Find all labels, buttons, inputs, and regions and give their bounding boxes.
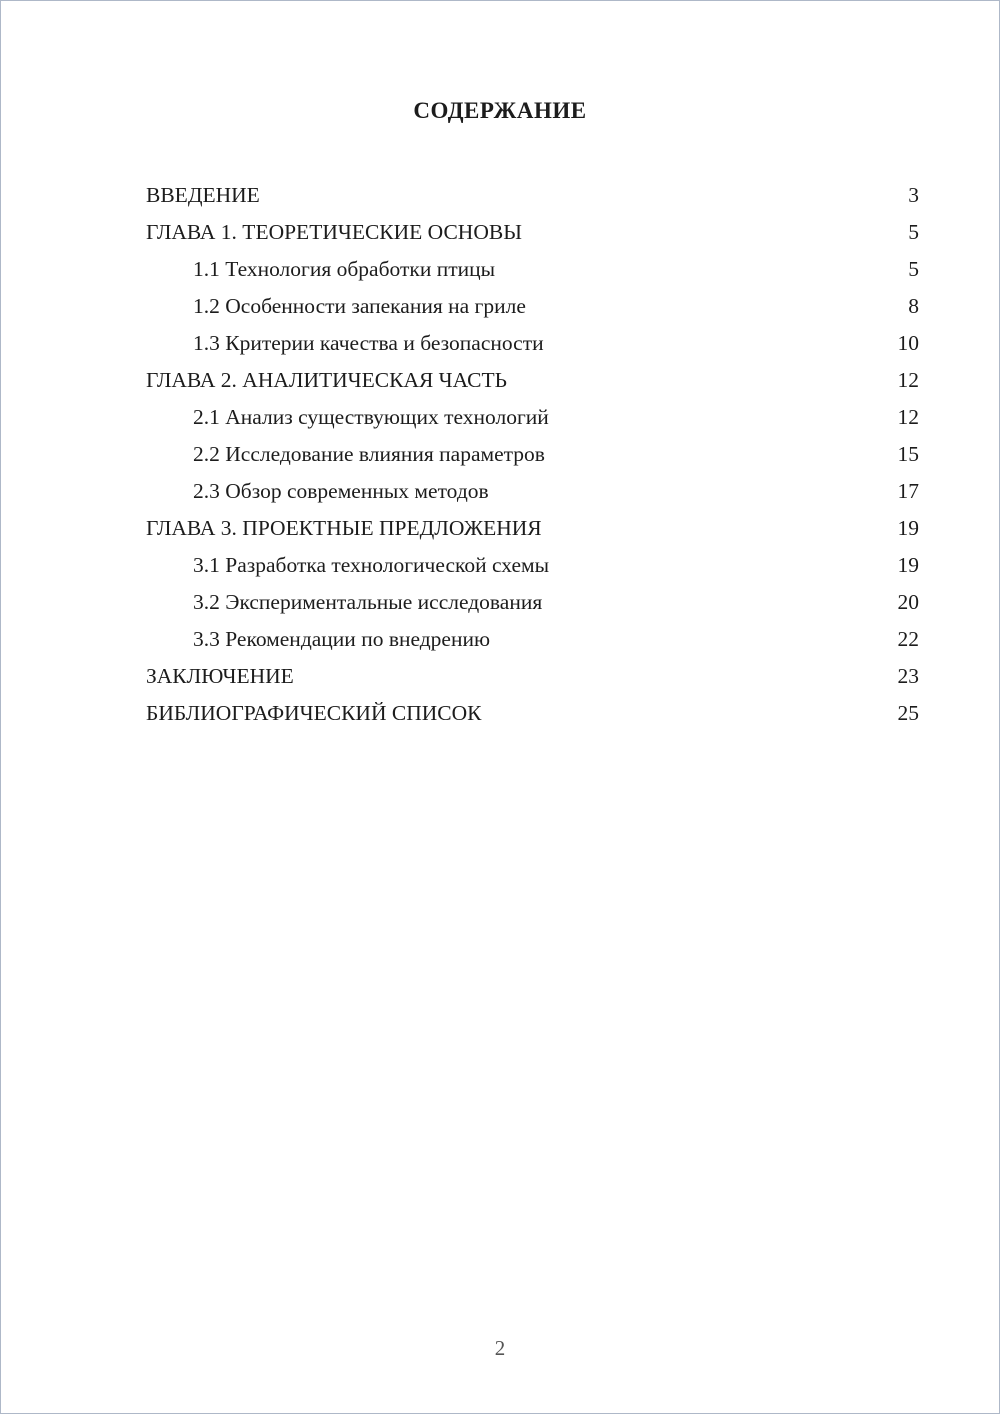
page-title: СОДЕРЖАНИЕ: [413, 98, 587, 123]
toc-entry-label: ГЛАВА 2. АНАЛИТИЧЕСКАЯ ЧАСТЬ: [146, 368, 507, 392]
table-of-contents: [146, 177, 919, 732]
toc-entry: [146, 362, 919, 399]
toc-entry-label: 3.3 Рекомендации по внедрению: [193, 627, 491, 651]
toc-entry: [146, 177, 919, 214]
toc-entry-page-number: 12: [897, 368, 919, 392]
toc-entry-page-number: 22: [897, 627, 919, 651]
toc-entry: [146, 473, 919, 510]
toc-entry-page-number: 17: [897, 479, 919, 503]
toc-entry-page-number: 3: [908, 183, 919, 207]
toc-entry-label: ВВЕДЕНИЕ: [146, 183, 260, 207]
toc-entry-page-number: 10: [897, 331, 919, 355]
toc-entry-label: ЗАКЛЮЧЕНИЕ: [146, 664, 294, 688]
toc-entry-page-number: 5: [908, 220, 919, 244]
toc-entry: [146, 399, 919, 436]
toc-entry-label: ГЛАВА 3. ПРОЕКТНЫЕ ПРЕДЛОЖЕНИЯ: [146, 516, 542, 540]
toc-entry-page-number: 15: [897, 442, 919, 466]
toc-entry-label: 2.2 Исследование влияния параметров: [193, 442, 545, 466]
toc-entry-label: 2.1 Анализ существующих технологий: [193, 405, 549, 429]
toc-entry-page-number: 20: [897, 590, 919, 614]
toc-entry: [146, 214, 919, 251]
toc-entry-page-number: 23: [897, 664, 919, 688]
toc-entry: [146, 695, 919, 732]
toc-entry: [146, 658, 919, 695]
toc-entry-page-number: 25: [897, 701, 919, 725]
toc-entry: [146, 251, 919, 288]
toc-entry: [146, 288, 919, 325]
toc-entry-label: ГЛАВА 1. ТЕОРЕТИЧЕСКИЕ ОСНОВЫ: [146, 220, 522, 244]
toc-entry: [146, 436, 919, 473]
toc-entry-page-number: 8: [908, 294, 919, 318]
toc-entry-page-number: 19: [897, 553, 919, 577]
toc-entry-label: 1.1 Технология обработки птицы: [193, 257, 496, 281]
toc-entry-label: БИБЛИОГРАФИЧЕСКИЙ СПИСОК: [146, 701, 482, 725]
toc-entry: [146, 325, 919, 362]
toc-entry-label: 2.3 Обзор современных методов: [193, 479, 489, 503]
toc-entry: [146, 510, 919, 547]
toc-entry-page-number: 12: [897, 405, 919, 429]
footer-page-number: 2: [494, 1336, 506, 1360]
toc-entry-page-number: 5: [908, 257, 919, 281]
toc-entry-label: 3.1 Разработка технологической схемы: [193, 553, 550, 577]
toc-entry-label: 1.2 Особенности запекания на гриле: [193, 294, 526, 318]
toc-entry-page-number: 19: [897, 516, 919, 540]
toc-entry-label: 3.2 Экспериментальные исследования: [193, 590, 543, 614]
toc-entry: [146, 584, 919, 621]
toc-entry: [146, 547, 919, 584]
toc-entry-label: 1.3 Критерии качества и безопасности: [193, 331, 544, 355]
toc-entry: [146, 621, 919, 658]
